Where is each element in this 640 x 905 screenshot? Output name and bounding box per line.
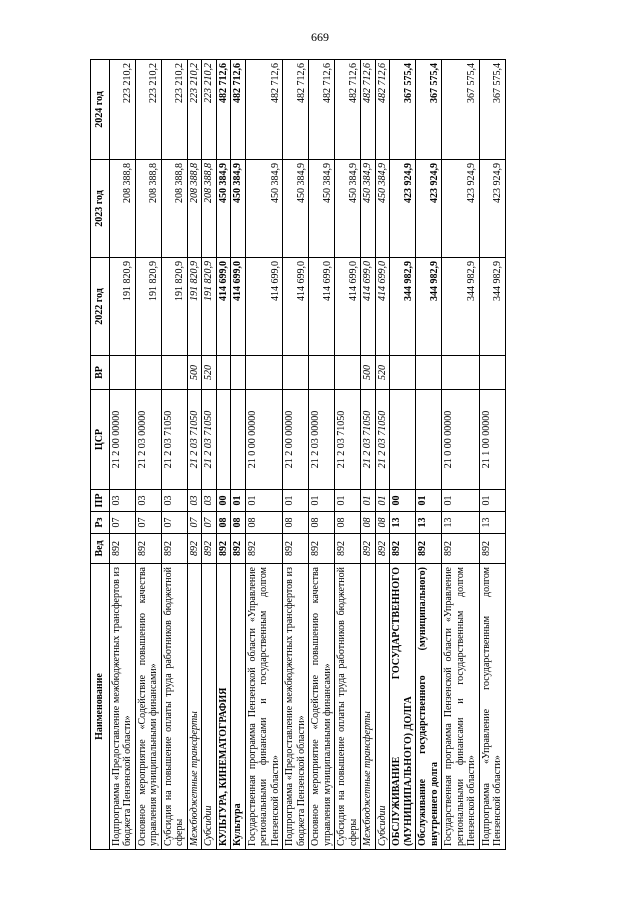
table-row — [309, 60, 335, 850]
cell-y2023: 450 384,9 — [375, 160, 390, 258]
cell-y2022: 191 820,9 — [161, 258, 187, 356]
cell-rz: 07 — [109, 512, 135, 534]
cell-y2022: 414 699,0 — [375, 258, 390, 356]
cell-rz: 08 — [245, 512, 283, 534]
table-row — [335, 60, 361, 850]
cell-rz: 07 — [161, 512, 187, 534]
cell-rz: 07 — [202, 512, 217, 534]
cell-pr: 03 — [161, 490, 187, 512]
cell-y2023: 450 384,9 — [216, 160, 231, 258]
cell-y2022: 414 699,0 — [216, 258, 231, 356]
cell-y2022: 344 982,9 — [416, 258, 442, 356]
cell-csr: 21 0 00 00000 — [245, 390, 283, 490]
cell-name: Межбюджетные трансферты — [187, 564, 202, 850]
cell-y2023: 450 384,9 — [245, 160, 283, 258]
cell-ved: 892 — [375, 534, 390, 564]
header-name: Наименование — [91, 564, 110, 850]
cell-name: Субсидии — [202, 564, 217, 850]
cell-vr — [161, 356, 187, 390]
cell-pr: 03 — [109, 490, 135, 512]
cell-name: Обслуживание государственного (муниципального) внутреннего долга — [416, 564, 442, 850]
cell-vr: 500 — [187, 356, 202, 390]
cell-y2022: 191 820,9 — [109, 258, 135, 356]
cell-vr — [390, 356, 416, 390]
cell-vr: 520 — [202, 356, 217, 390]
page-number: 669 — [311, 30, 329, 44]
table-row — [161, 60, 187, 850]
table-row — [135, 60, 161, 850]
cell-pr: 00 — [216, 490, 231, 512]
cell-ved: 892 — [361, 534, 376, 564]
header-vr: ВР — [91, 356, 110, 390]
cell-y2024: 482 712,6 — [283, 60, 309, 160]
cell-pr: 01 — [442, 490, 480, 512]
cell-csr: 21 2 03 71050 — [335, 390, 361, 490]
cell-y2022: 191 820,9 — [187, 258, 202, 356]
cell-rz: 08 — [231, 512, 246, 534]
cell-y2023: 450 384,9 — [309, 160, 335, 258]
table-row — [187, 60, 202, 850]
cell-csr: 21 1 00 00000 — [479, 390, 505, 490]
header-rz: Рз — [91, 512, 110, 534]
cell-y2022: 414 699,0 — [309, 258, 335, 356]
cell-csr: 21 2 03 71050 — [161, 390, 187, 490]
cell-vr — [245, 356, 283, 390]
cell-csr: 21 2 03 71050 — [375, 390, 390, 490]
rotated-page-area — [90, 60, 560, 850]
cell-y2024: 367 575,4 — [390, 60, 416, 160]
cell-y2023: 423 924,9 — [442, 160, 480, 258]
rotated-table-wrapper — [90, 60, 560, 850]
cell-csr: 21 0 00 00000 — [442, 390, 480, 490]
cell-vr — [335, 356, 361, 390]
cell-y2022: 414 699,0 — [283, 258, 309, 356]
cell-y2024: 482 712,6 — [361, 60, 376, 160]
cell-y2024: 482 712,6 — [216, 60, 231, 160]
cell-y2022: 414 699,0 — [245, 258, 283, 356]
cell-y2022: 344 982,9 — [479, 258, 505, 356]
cell-y2023: 450 384,9 — [283, 160, 309, 258]
cell-y2024: 223 210,2 — [187, 60, 202, 160]
cell-pr: 01 — [335, 490, 361, 512]
cell-vr — [231, 356, 246, 390]
table-row — [283, 60, 309, 850]
cell-name: Подпрограмма «Предоставление межбюджетных трансфертов из бюджета Пензенской области» — [283, 564, 309, 850]
cell-y2023: 450 384,9 — [231, 160, 246, 258]
table-row — [361, 60, 376, 850]
cell-pr: 01 — [231, 490, 246, 512]
cell-name: Межбюджетные трансферты — [361, 564, 376, 850]
cell-ved: 892 — [187, 534, 202, 564]
cell-y2023: 208 388,8 — [109, 160, 135, 258]
cell-name: Основное мероприятие «Содействие повышению качества управления муниципальными финансами» — [309, 564, 335, 850]
cell-vr — [216, 356, 231, 390]
cell-y2024: 482 712,6 — [231, 60, 246, 160]
cell-y2023: 423 924,9 — [390, 160, 416, 258]
cell-name: Субсидия на повышение оплаты труда работников бюджетной сферы — [161, 564, 187, 850]
table-row — [216, 60, 231, 850]
cell-csr: 21 2 03 71050 — [202, 390, 217, 490]
cell-vr: 520 — [375, 356, 390, 390]
cell-y2022: 191 820,9 — [135, 258, 161, 356]
table-row — [109, 60, 135, 850]
cell-vr — [479, 356, 505, 390]
cell-y2022: 344 982,9 — [442, 258, 480, 356]
cell-csr: 21 2 03 00000 — [135, 390, 161, 490]
cell-y2023: 208 388,8 — [202, 160, 217, 258]
header-2022: 2022 год — [91, 258, 110, 356]
cell-ved: 892 — [216, 534, 231, 564]
cell-y2023: 450 384,9 — [361, 160, 376, 258]
cell-y2024: 482 712,6 — [335, 60, 361, 160]
cell-csr: 21 2 03 71050 — [187, 390, 202, 490]
cell-vr — [309, 356, 335, 390]
cell-name: Культура — [231, 564, 246, 850]
header-2024: 2024 год — [91, 60, 110, 160]
cell-ved: 892 — [390, 534, 416, 564]
cell-csr — [390, 390, 416, 490]
cell-y2024: 482 712,6 — [245, 60, 283, 160]
cell-rz: 07 — [187, 512, 202, 534]
cell-rz: 08 — [375, 512, 390, 534]
cell-vr — [442, 356, 480, 390]
cell-rz: 07 — [135, 512, 161, 534]
cell-y2022: 191 820,9 — [202, 258, 217, 356]
cell-vr — [135, 356, 161, 390]
cell-y2024: 367 575,4 — [479, 60, 505, 160]
cell-ved: 892 — [335, 534, 361, 564]
cell-ved: 892 — [283, 534, 309, 564]
header-2023: 2023 год — [91, 160, 110, 258]
cell-y2024: 482 712,6 — [309, 60, 335, 160]
cell-y2022: 414 699,0 — [361, 258, 376, 356]
cell-y2024: 223 210,2 — [202, 60, 217, 160]
cell-y2022: 344 982,9 — [390, 258, 416, 356]
cell-y2024: 482 712,6 — [375, 60, 390, 160]
cell-name: КУЛЬТУРА, КИНЕМАТОГРАФИЯ — [216, 564, 231, 850]
table-row — [416, 60, 442, 850]
cell-ved: 892 — [161, 534, 187, 564]
table-row — [390, 60, 416, 850]
cell-y2024: 367 575,4 — [442, 60, 480, 160]
cell-name: Подпрограмма «Управление государственным долгом Пензенской области» — [479, 564, 505, 850]
cell-rz: 13 — [442, 512, 480, 534]
cell-y2022: 414 699,0 — [231, 258, 246, 356]
cell-rz: 13 — [416, 512, 442, 534]
budget-table — [90, 59, 506, 850]
cell-y2023: 208 388,8 — [135, 160, 161, 258]
header-csr: ЦСР — [91, 390, 110, 490]
cell-csr — [231, 390, 246, 490]
cell-name: Подпрограмма «Предоставление межбюджетных трансфертов из бюджета Пензенской области» — [109, 564, 135, 850]
cell-pr: 00 — [390, 490, 416, 512]
cell-vr — [416, 356, 442, 390]
cell-y2023: 423 924,9 — [416, 160, 442, 258]
cell-y2024: 367 575,4 — [416, 60, 442, 160]
cell-y2023: 423 924,9 — [479, 160, 505, 258]
cell-pr: 03 — [202, 490, 217, 512]
cell-rz: 08 — [309, 512, 335, 534]
cell-name: ОБСЛУЖИВАНИЕ ГОСУДАРСТВЕННОГО (МУНИЦИПАЛЬНОГО) ДОЛГА — [390, 564, 416, 850]
cell-pr: 03 — [187, 490, 202, 512]
cell-ved: 892 — [309, 534, 335, 564]
cell-y2024: 223 210,2 — [135, 60, 161, 160]
cell-rz: 13 — [390, 512, 416, 534]
cell-csr: 21 2 03 71050 — [361, 390, 376, 490]
table-body — [109, 60, 505, 850]
table-row — [375, 60, 390, 850]
cell-pr: 01 — [309, 490, 335, 512]
cell-pr: 01 — [245, 490, 283, 512]
cell-ved: 892 — [231, 534, 246, 564]
cell-pr: 01 — [416, 490, 442, 512]
table-row — [202, 60, 217, 850]
cell-pr: 01 — [361, 490, 376, 512]
cell-rz: 08 — [283, 512, 309, 534]
cell-y2023: 450 384,9 — [335, 160, 361, 258]
cell-vr — [283, 356, 309, 390]
table-row — [245, 60, 283, 850]
table-row — [442, 60, 480, 850]
cell-y2024: 223 210,2 — [161, 60, 187, 160]
cell-csr: 21 2 03 00000 — [309, 390, 335, 490]
cell-csr — [416, 390, 442, 490]
cell-name: Субсидия на повышение оплаты труда работников бюджетной сферы — [335, 564, 361, 850]
cell-ved: 892 — [202, 534, 217, 564]
cell-ved: 892 — [442, 534, 480, 564]
cell-ved: 892 — [135, 534, 161, 564]
cell-pr: 01 — [283, 490, 309, 512]
cell-name: Государственная программа Пензенской области «Управление региональными финансами и государственным долгом Пензенской области» — [245, 564, 283, 850]
header-pr: ПР — [91, 490, 110, 512]
cell-pr: 01 — [375, 490, 390, 512]
cell-rz: 13 — [479, 512, 505, 534]
table-header-row — [91, 60, 110, 850]
cell-csr: 21 2 00 00000 — [109, 390, 135, 490]
cell-ved: 892 — [109, 534, 135, 564]
cell-rz: 08 — [216, 512, 231, 534]
table-row — [479, 60, 505, 850]
cell-ved: 892 — [416, 534, 442, 564]
cell-csr — [216, 390, 231, 490]
cell-name: Субсидии — [375, 564, 390, 850]
cell-ved: 892 — [245, 534, 283, 564]
cell-ved: 892 — [479, 534, 505, 564]
cell-name: Основное мероприятие «Содействие повышению качества управления муниципальными финансами» — [135, 564, 161, 850]
cell-rz: 08 — [335, 512, 361, 534]
cell-name: Государственная программа Пензенской области «Управление региональными финансами и государственным долгом Пензенской области» — [442, 564, 480, 850]
cell-pr: 01 — [479, 490, 505, 512]
cell-vr — [109, 356, 135, 390]
cell-y2022: 414 699,0 — [335, 258, 361, 356]
cell-y2023: 208 388,8 — [187, 160, 202, 258]
cell-y2023: 208 388,8 — [161, 160, 187, 258]
cell-pr: 03 — [135, 490, 161, 512]
cell-vr: 500 — [361, 356, 376, 390]
cell-y2024: 223 210,2 — [109, 60, 135, 160]
header-ved: Вед — [91, 534, 110, 564]
cell-rz: 08 — [361, 512, 376, 534]
table-row — [231, 60, 246, 850]
cell-csr: 21 2 00 00000 — [283, 390, 309, 490]
